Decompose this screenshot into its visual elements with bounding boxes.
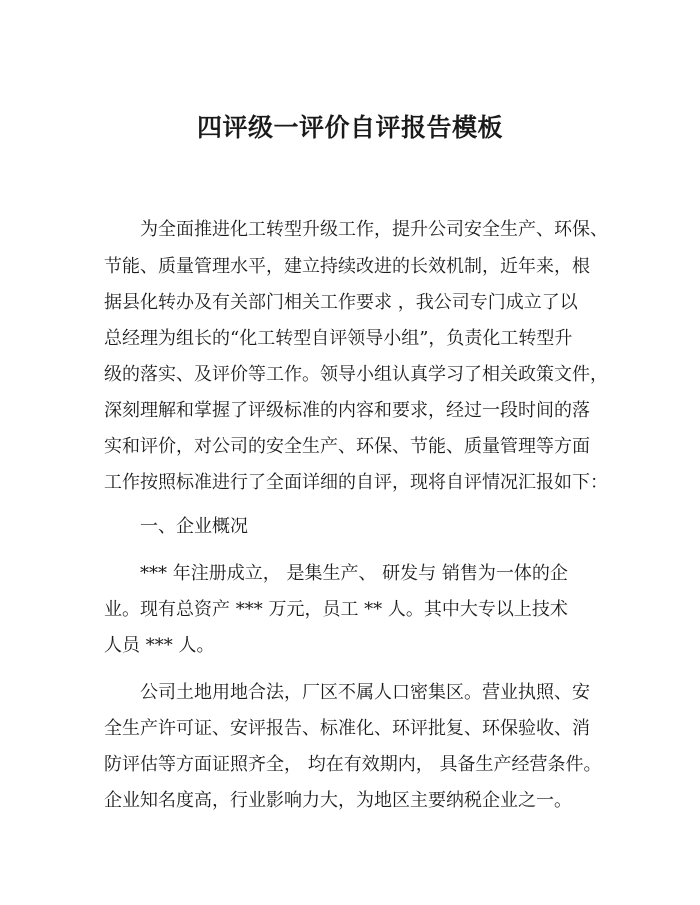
- paragraph-line: 节能、质量管理水平，建立持续改进的长效机制，近年来，根: [104, 256, 590, 277]
- paragraph-line: 防评估等方面证照齐全， 均在有效期内， 具备生产经营条件。: [104, 754, 602, 775]
- document-title: 四评级一评价自评报告模板: [196, 113, 503, 142]
- paragraph-line: 据县化转办及有关部门相关工作要求 ，我公司专门成立了以: [104, 292, 578, 313]
- paragraph-line: 公司土地用地合法，厂区不属人口密集区。营业执照、安: [140, 682, 590, 703]
- paragraph-line: *** 年注册成立， 是集生产、 研发与 销售为一体的企: [140, 563, 568, 584]
- paragraph-line: 实和评价，对公司的安全生产、环保、节能、质量管理等方面: [104, 436, 590, 457]
- paragraph-line: 人员 *** 人。: [104, 635, 215, 656]
- section-heading: 一、企业概况: [140, 516, 248, 537]
- paragraph-line: 业。现有总资产 *** 万元，员工 ** 人。其中大专以上技术: [104, 599, 568, 620]
- paragraph-line: 级的落实、及评价等工作。领导小组认真学习了相关政策文件，: [104, 364, 608, 385]
- paragraph-line: 全生产许可证、安评报告、标准化、环评批复、环保验收、消: [104, 718, 590, 739]
- paragraph-line: 总经理为组长的“化工转型自评领导小组”，负责化工转型升: [104, 328, 573, 349]
- paragraph-line: 为全面推进化工转型升级工作，提升公司安全生产、环保、: [140, 219, 608, 240]
- paragraph-line: 企业知名度高，行业影响力大，为地区主要纳税企业之一。: [104, 790, 572, 811]
- paragraph-line: 工作按照标准进行了全面详细的自评，现将自评情况汇报如下：: [104, 472, 608, 493]
- paragraph-line: 深刻理解和掌握了评级标准的内容和要求，经过一段时间的落: [104, 400, 590, 421]
